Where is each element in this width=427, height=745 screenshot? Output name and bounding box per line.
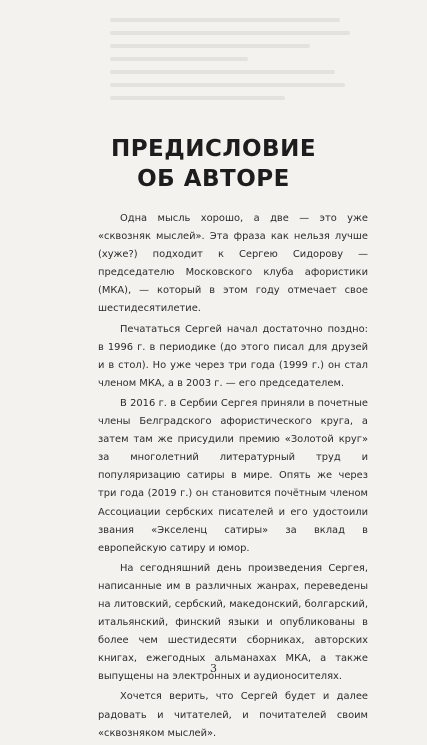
paragraph: Хочется верить, что Сергей будет и далее радовать и читателей, и почитателей своим «сквозняком мыслей». [98, 691, 368, 739]
paragraph: В 2016 г. в Сербии Сергея приняли в почетные члены Белградского афористического круга, а затем там же присудили премию «Золотой круг» за многолетний литературный труд и популяризацию сатиры в мире. Опять же через три года (2019 г.) он становится почётным членом Ассоциации сербских писателей и его удостоили звания «Экселенц сатиры» за вклад в европейскую сатиру и юмор. [98, 397, 368, 554]
paragraph: Печататься Сергей начал достаточно поздно: в 1996 г. в периодике (до этого писал для друзей и в стол). Но уже через три года (1999 г.) он стал членом МКА, а в 2003 г. — его председателем. [98, 323, 368, 389]
paragraph: Одна мысль хорошо, а две — это уже «сквозняк мыслей». Эта фраза как нельзя лучше (хуже?) подходит к Сергею Сидорову — председателю Московского клуба афористики (МКА), — который в этом году отмечает свое шестидесятилетие. [98, 213, 368, 315]
show-through-text [110, 18, 360, 100]
paragraph: На сегодняшний день произведения Сергея, написанные им в различных жанрах, переведены на литовский, сербский, македонский, болгарский, итальянский, финский языки и опубликованы в более чем шестидесяти сборниках, авторских книгах, ежегодных альманахах МКА, а также выпущены на электронных и аудионосителях. [98, 562, 368, 683]
title-line-2: ОБ АВТОРЕ [137, 166, 290, 192]
title-line-1: ПРЕДИСЛОВИЕ [110, 136, 317, 162]
page-number: 3 [210, 662, 217, 675]
page-title [0, 134, 427, 194]
